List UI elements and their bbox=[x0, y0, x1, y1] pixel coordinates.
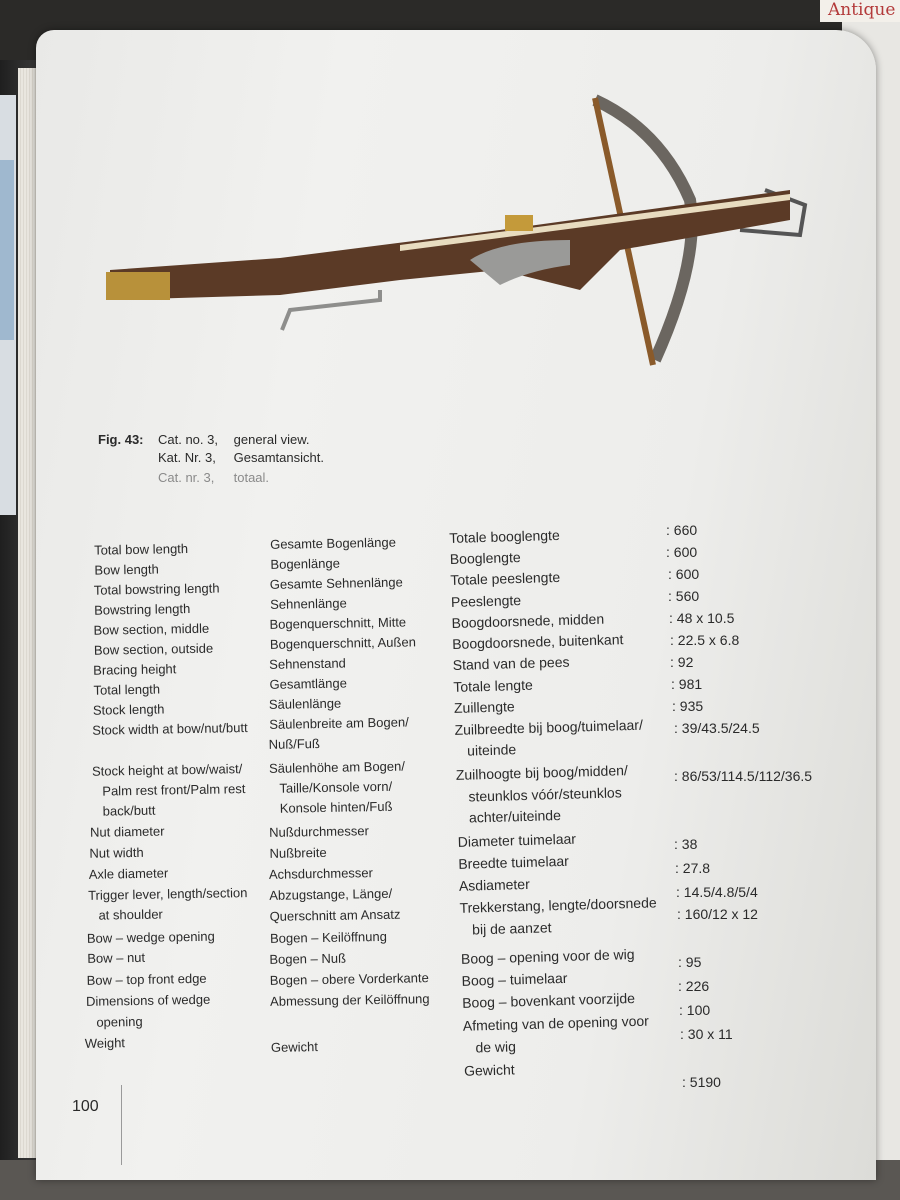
label-en: opening bbox=[96, 1013, 143, 1030]
label-nl: Booglengte bbox=[449, 549, 521, 567]
value: : 22.5 x 6.8 bbox=[670, 632, 740, 648]
label-nl: Gewicht bbox=[463, 1061, 515, 1079]
label-de: Säulenbreite am Bogen/ bbox=[269, 714, 409, 732]
value: : 95 bbox=[678, 954, 702, 970]
label-de: Abzugstange, Länge/ bbox=[269, 885, 393, 903]
caption-cat: Cat. nr. 3, bbox=[158, 470, 215, 485]
label-de: Bogenlänge bbox=[270, 555, 341, 572]
caption-english bbox=[158, 430, 310, 450]
label-nl: Stand van de pees bbox=[452, 653, 570, 673]
label-en: Bow – nut bbox=[87, 949, 146, 966]
value: : 14.5/4.8/5/4 bbox=[676, 884, 758, 900]
label-de: Säulenhöhe am Bogen/ bbox=[268, 758, 406, 776]
caption-cat: Kat. Nr. 3, bbox=[158, 450, 216, 465]
label-en: Nut width bbox=[89, 844, 144, 861]
value: : 600 bbox=[668, 566, 700, 582]
label-en: back/butt bbox=[102, 802, 156, 819]
label-de: Sehnenlänge bbox=[270, 595, 347, 612]
label-de: Nuß/Fuß bbox=[268, 736, 321, 752]
label-nl: Diameter tuimelaar bbox=[457, 830, 577, 850]
value: : 86/53/114.5/112/36.5 bbox=[674, 768, 813, 784]
caption-text: totaal. bbox=[233, 470, 270, 485]
label-en: Nut diameter bbox=[89, 823, 165, 840]
label-de: Achsdurchmesser bbox=[268, 865, 374, 882]
value: : 600 bbox=[666, 544, 698, 560]
label-nl: Peeslengte bbox=[450, 592, 522, 610]
butt-cap bbox=[106, 272, 170, 300]
label-nl: achter/uiteinde bbox=[468, 806, 562, 826]
label-nl: Boog – tuimelaar bbox=[461, 969, 568, 989]
label-de: Gesamte Sehnenlänge bbox=[269, 574, 403, 592]
label-en: Stock height at bow/waist/ bbox=[91, 761, 243, 779]
caption-text: Gesamtansicht. bbox=[233, 450, 324, 465]
label-en: Stock length bbox=[92, 701, 165, 718]
caption-dutch bbox=[158, 468, 269, 488]
label-de: Gesamte Bogenlänge bbox=[269, 534, 397, 552]
label-en: Total length bbox=[93, 681, 161, 698]
label-de: Sehnenstand bbox=[269, 655, 346, 672]
label-nl: de wig bbox=[475, 1038, 517, 1056]
label-nl: steunklos vóór/steunklos bbox=[468, 784, 622, 805]
label-de: Bogen – Keilöffnung bbox=[269, 928, 387, 946]
label-nl: Boogdoorsnede, midden bbox=[451, 610, 605, 631]
label-nl: Boog – opening voor de wig bbox=[460, 945, 635, 967]
label-de: Querschnitt am Ansatz bbox=[269, 906, 401, 924]
antique-tag: Antique bbox=[820, 0, 900, 22]
page-rule bbox=[121, 1085, 122, 1165]
label-nl: bij de aanzet bbox=[471, 919, 552, 938]
value: : 92 bbox=[670, 654, 694, 670]
label-en: Bow – top front edge bbox=[86, 970, 207, 988]
label-de: Taille/Konsole vorn/ bbox=[279, 778, 393, 796]
label-de: Nußdurchmesser bbox=[269, 823, 369, 840]
label-de: Bogen – obere Vorderkante bbox=[269, 970, 429, 988]
label-nl: uiteinde bbox=[466, 741, 517, 759]
label-en: at shoulder bbox=[98, 906, 163, 923]
left-background-blue bbox=[0, 160, 14, 340]
label-de: Bogen – Nuß bbox=[269, 950, 347, 967]
label-en: Axle diameter bbox=[88, 865, 169, 882]
label-en: Weight bbox=[84, 1035, 126, 1051]
caption-cat: Cat. no. 3, bbox=[158, 432, 218, 447]
label-en: Total bow length bbox=[93, 541, 189, 558]
label-de: Säulenlänge bbox=[268, 695, 342, 712]
label-en: Palm rest front/Palm rest bbox=[102, 781, 246, 799]
label-de: Gesamtlänge bbox=[269, 675, 348, 692]
value: : 560 bbox=[668, 588, 700, 604]
label-nl: Afmeting van de opening voor bbox=[462, 1012, 650, 1034]
label-nl: Zuilbreedte bij boog/tuimelaar/ bbox=[454, 716, 644, 738]
value: : 5190 bbox=[682, 1074, 721, 1090]
label-nl: Boog – bovenkant voorzijde bbox=[461, 989, 636, 1011]
label-en: Trigger lever, length/section bbox=[88, 885, 248, 903]
nut-housing bbox=[505, 215, 533, 231]
label-en: Bow section, outside bbox=[93, 640, 214, 658]
label-nl: Boogdoorsnede, buitenkant bbox=[451, 631, 624, 652]
caption-german bbox=[158, 448, 324, 468]
value: : 39/43.5/24.5 bbox=[674, 720, 760, 736]
caption-text: general view. bbox=[233, 432, 310, 447]
label-en: Dimensions of wedge bbox=[85, 991, 211, 1009]
value: : 935 bbox=[672, 698, 704, 714]
value: : 226 bbox=[678, 978, 710, 994]
label-de: Bogenquerschnitt, Mitte bbox=[269, 614, 407, 632]
value: : 48 x 10.5 bbox=[669, 610, 735, 626]
label-en: Bow length bbox=[94, 561, 159, 578]
label-nl: Totale peeslengte bbox=[450, 568, 561, 588]
label-nl: Totale booglengte bbox=[449, 526, 560, 546]
label-de: Nußbreite bbox=[269, 844, 327, 861]
value: : 981 bbox=[671, 676, 703, 692]
trigger-lever bbox=[282, 290, 380, 330]
label-en: Bracing height bbox=[93, 661, 177, 678]
value: : 100 bbox=[679, 1002, 711, 1018]
value: : 660 bbox=[666, 522, 698, 538]
value: : 38 bbox=[674, 836, 698, 852]
label-nl: Zuillengte bbox=[453, 698, 515, 716]
label-en: Stock width at bow/nut/butt bbox=[92, 720, 248, 738]
label-nl: Trekkerstang, lengte/doorsnede bbox=[459, 894, 657, 916]
value: : 30 x 11 bbox=[680, 1026, 733, 1042]
value: : 160/12 x 12 bbox=[677, 906, 758, 922]
label-de: Abmessung der Keilöffnung bbox=[269, 991, 430, 1009]
label-nl: Asdiameter bbox=[458, 875, 530, 894]
label-en: Bow – wedge opening bbox=[86, 928, 215, 946]
label-nl: Zuilhoogte bij boog/midden/ bbox=[455, 762, 629, 783]
label-en: Bow section, middle bbox=[93, 620, 210, 638]
crossbow-image bbox=[100, 90, 820, 390]
label-de: Konsole hinten/Fuß bbox=[279, 798, 393, 816]
label-nl: Totale lengte bbox=[453, 676, 533, 695]
value: : 27.8 bbox=[675, 860, 711, 876]
label-de: Bogenquerschnitt, Außen bbox=[269, 634, 416, 652]
label-nl: Breedte tuimelaar bbox=[458, 852, 570, 872]
page-number: 100 bbox=[72, 1098, 99, 1115]
figure-label: Fig. 43: bbox=[98, 432, 144, 447]
label-en: Bowstring length bbox=[94, 601, 191, 618]
label-en: Total bowstring length bbox=[93, 580, 220, 598]
label-de: Gewicht bbox=[270, 1039, 319, 1055]
